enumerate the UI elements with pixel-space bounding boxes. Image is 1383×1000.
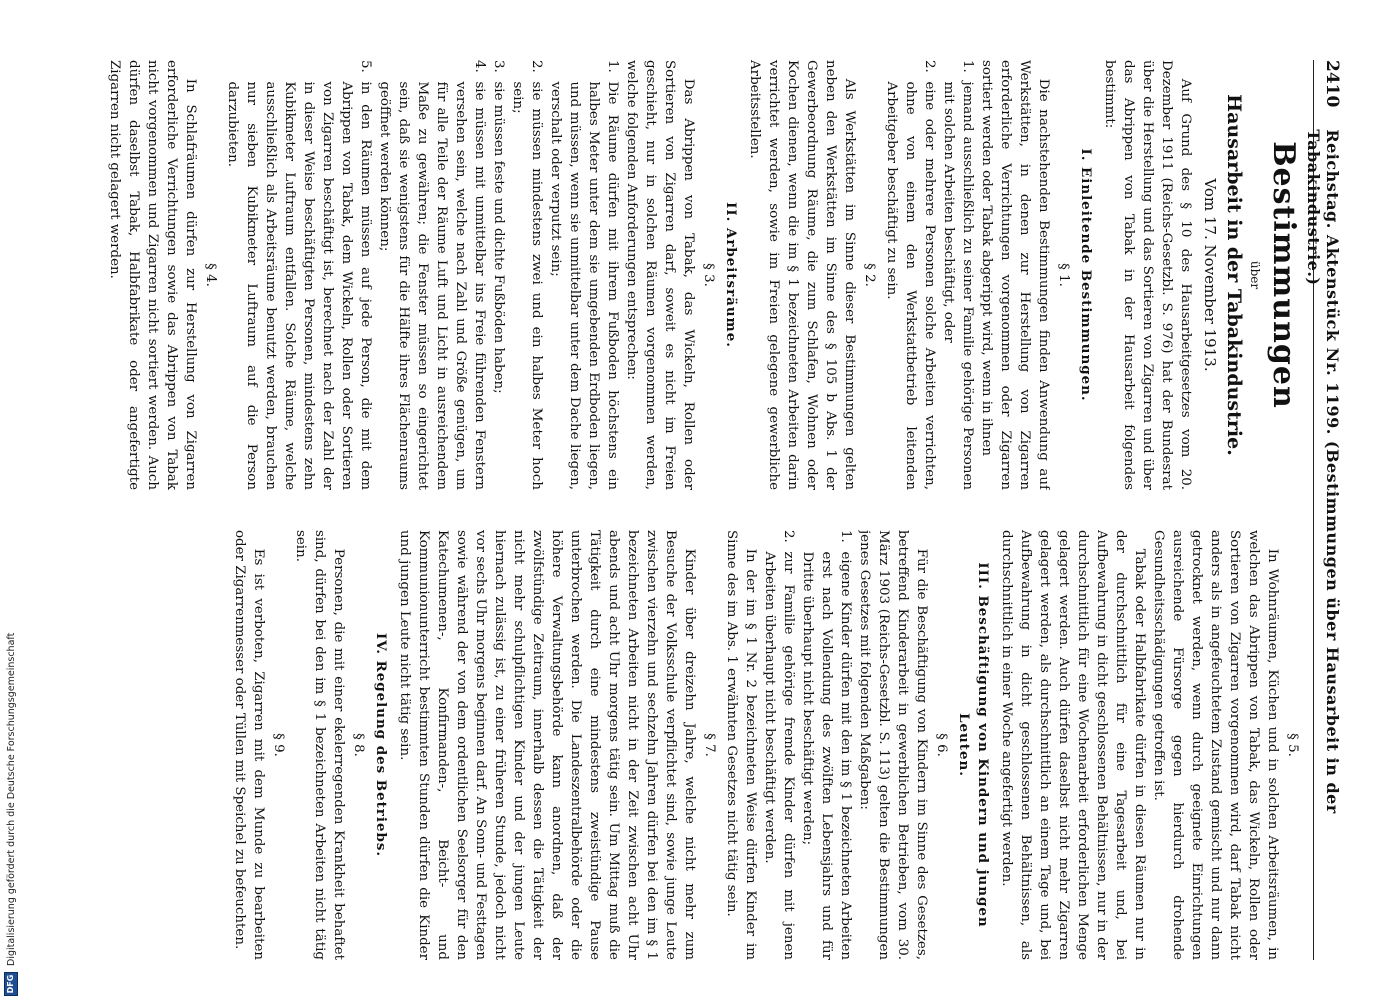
document-title: Bestimmungen — [1266, 141, 1301, 409]
paragraph-number: § 2. — [862, 263, 877, 287]
list-item-text: zur Familie gehörige fremde Kinder dürfen mit jenen Arbeiten überhaupt nicht beschäftigt werden. — [762, 551, 796, 960]
paragraph-text: In Wohnräumen, Küchen und in solchen Arbeitsräumen, in welchen das Abrippen von Tabak, das Wickeln, Rollen oder Sortieren von Zigarren vorgenommen wird, darf Tabak nicht anders als in angefeuchtetem Zustand gemischt und nur dann getrocknet werden, wenn durch geeignete Einrichtungen ausreichende Fürsorge gegen hierdurch drohende Gesundheitsschädigungen getroffen ist. — [1151, 530, 1280, 960]
paragraph-number: § 4. — [203, 263, 218, 287]
intro-paragraph: Auf Grund des § 10 des Hausarbeitgesetzes vom 20. Dezember 1911 (Reichs-Gesetzbl. S. 976) hat der Bundesrat über die Herstellung und das Sortieren von Zigarren und über das Abrippen von Tabak in der Hausarbeit folgendes bestimmt: — [1102, 60, 1193, 490]
column-right — [105, 530, 1305, 960]
digitization-credit — [4, 0, 18, 996]
paragraph-text: Die nachstehenden Bestimmungen finden Anwendung auf Werkstätten, in denen zur Herstellung von Zigarren erforderliche Verrichtungen vorgenommen oder Zigarren sortiert werden oder Tabak abgerippt wird, wenn in ihnen — [979, 60, 1051, 490]
list-item-text: eine oder mehrere Personen solche Arbeiten verrichten, ohne von einem den Werkstattbetrieb leitenden Arbeitgeber beschäftigt zu sein. — [884, 81, 937, 490]
paragraph-text: Personen, die mit einer ekelerregenden Krankheit behaftet sind, dürfen bei den im § 1 bezeichneten Arbeiten nicht tätig sein. — [293, 530, 346, 960]
paragraph-number: § 3. — [701, 263, 716, 287]
page-header — [1304, 60, 1342, 960]
paragraph-text: Das Abrippen von Tabak, das Wickeln, Rollen oder Sortieren von Zigarren darf, soweit es nicht im Freien geschieht, nur in solchen Räumen vorgenommen werden, welche folgenden Anforderungen entsprechen: — [624, 60, 696, 490]
section-heading-1: I. Einleitende Bestimmungen. — [1078, 148, 1094, 402]
section-heading-4: IV. Regelung des Betriebs. — [373, 632, 389, 858]
paragraph-text: Kinder über dreizehn Jahre, welche nicht mehr zum Besuche der Volksschule verpflichtet sind, sowie junge Leute zwischen vierzehn und sechzehn Jahren dürfen bei den im § 1 bezeichneten Arbeiten nicht in der Zeit zwischen acht Uhr abends und acht Uhr morgens tätig sein. Um Mittag muß die Tätigkeit durch eine mindestens zweistündige Pause unterbrochen werden. Die Landeszentralbehörde oder die höhere Verwaltungsbehörde kann anordnen, daß der zwölfstündige Zeitraum, innerhalb dessen die Tätigkeit der nicht mehr schulpflichtigen Kinder und der jungen Leute hiernach zulässig ist, zu einer früheren Stunde, jedoch nicht vor sechs Uhr morgens beginnen darf. An Sonn- und Festtagen sowie während der von dem ordentlichen Seelsorger für den Katechumenen-, Konfirmanden-, Beicht- und Kommunionunterricht bestimmten Stunden dürfen die Kinder und jungen Leute nicht tätig sein. — [397, 530, 697, 960]
list-item: 1. jemand ausschließlich zu seiner Familie gehörige Personen mit solchen Arbeiten beschäftigt, oder — [941, 60, 975, 490]
paragraph-number: § 7. — [702, 733, 717, 757]
dfg-logo-icon: DFG — [4, 972, 18, 996]
list-item-text: eigene Kinder dürfen mit den im § 1 bezeichneten Arbeiten erst nach Vollendung des zwölften Lebensjahrs und für Dritte überhaupt nicht beschäftigt werden; — [800, 551, 853, 960]
credit-text: Digitalisierung gefördert durch die Deutsche Forschungsgemeinschaft — [5, 632, 17, 966]
paragraph-number: § 8. — [351, 733, 366, 757]
list-item-text: sie müssen feste und dichte Fußböden haben; — [491, 81, 506, 394]
list-item: 4. sie müssen mit unmittelbar ins Freie führenden Fenstern versehen sein, welche nach Zahl und Größe genügen, um für alle Teile der Räume Luft und Licht in ausreichendem Maße zu gewähren; die Fenster müssen so eingerichtet sein, daß sie wenigstens für die Hälfte ihres Flächenraums geöffnet werden können; — [377, 60, 487, 490]
list-item: 5. in den Räumen müssen auf jede Person, die mit dem Abrippen von Tabak, dem Wickeln, Rollen oder Sortieren von Zigarren beschäftigt ist, berechnet nach der Zahl der in dieser Weise beschäftigten Personen, mindestens zehn Kubikmeter Luftraum entfallen. Solche Räume, welche ausschließlich als Arbeitsräume benutzt werden, brauchen nur sieben Kubikmeter Luftraum auf die Person darzubieten. — [225, 60, 373, 490]
paragraph-number: § 1. — [1056, 263, 1071, 287]
running-title: Reichstag. Aktenstück Nr. 1199. (Bestimmungen über Hausarbeit in der Tabakindustrie.) — [1304, 129, 1342, 814]
paragraph-text: Es ist verboten, Zigarren mit dem Munde zu bearbeiten oder Zigarrenmesser oder Tüllen mit Speichel zu befeuchten. — [232, 530, 266, 960]
paragraph-number: § 9. — [271, 733, 286, 757]
list-item: 1. eigene Kinder dürfen mit den im § 1 bezeichneten Arbeiten erst nach Vollendung des zwölften Lebensjahrs und für Dritte überhaupt nicht beschäftigt werden; — [800, 530, 853, 960]
column-left — [105, 60, 1305, 490]
paragraph-text: Für die Beschäftigung von Kindern im Sinne des Gesetzes, betreffend Kinderarbeit in gewerblichen Betrieben, vom 30. März 1903 (Reichs-Gesetzbl. S. 113) gelten die Bestimmungen jenes Gesetzes mit folgenden Maßgaben: — [857, 530, 929, 960]
section-heading-2: II. Arbeitsräume. — [723, 202, 739, 348]
list-item-text: in den Räumen müssen auf jede Person, die mit dem Abrippen von Tabak, dem Wickeln, Rollen oder Sortieren von Zigarren beschäftigt ist, berechnet nach der Zahl der in dieser Weise beschäftigten Personen, mindestens zehn Kubikmeter Luftraum entfallen. Solche Räume, welche ausschließlich als Arbeitsräume benutzt werden, brauchen nur sieben Kubikmeter Luftraum auf die Person darzubieten. — [225, 81, 373, 490]
paragraph-text: In der im § 1 Nr. 2 bezeichneten Weise dürfen Kinder im Sinne des im Abs. 1 erwähnten Gesetzes nicht tätig sein. — [724, 530, 758, 960]
paragraph-number: § 6. — [934, 733, 949, 757]
list-item: 1. Die Räume dürfen mit ihrem Fußboden höchstens ein halbes Meter unter dem sie umgebenden Erdboden liegen, und müssen, wenn sie unmittelbar unter dem Dache liegen, verschalt oder verputzt sein; — [548, 60, 620, 490]
document-date: Vom 17. November 1913. — [1201, 178, 1219, 372]
paragraph-number: § 5. — [1285, 733, 1300, 757]
list-item-text: jemand ausschließlich zu seiner Familie gehörige Personen mit solchen Arbeiten beschäftigt, oder — [941, 81, 975, 490]
paragraph-text: Als Werkstätten im Sinne dieser Bestimmungen gelten neben den Werkstätten im Sinne des § 105 b Abs. 1 der Gewerbeordnung Räume, die zum Schlafen, Wohnen oder Kochen dienen, wenn die im § 1 bezeichneten Arbeiten darin verrichtet werden, sowie im Freien gelegene gewerbliche Arbeitsstellen. — [747, 60, 857, 490]
section-heading-3: III. Beschäftigung von Kindern und jungen Leuten. — [956, 562, 991, 928]
list-item-text: Die Räume dürfen mit ihrem Fußboden höchstens ein halbes Meter unter dem sie umgebenden Erdboden liegen, und müssen, wenn sie unmittelbar unter dem Dache liegen, verschalt oder verputzt sein; — [548, 81, 620, 490]
list-item: 2. sie müssen mindestens zwei und ein halbes Meter hoch sein; — [510, 60, 544, 490]
list-item-text: sie müssen mindestens zwei und ein halbes Meter hoch sein; — [510, 81, 544, 490]
paragraph-text: In Schlafräumen dürfen zur Herstellung von Zigarren erforderliche Verrichtungen sowie das Abrippen von Tabak nicht vorgenommen und Zigarren nicht sortiert werden. Auch dürfen daselbst Tabak, Halbfabrikate oder angefertigte Zigarren nicht gelagert werden. — [107, 60, 198, 490]
document-page — [52, 60, 1342, 960]
page-number: 2410 — [1322, 60, 1342, 108]
list-item: 3. sie müssen feste und dichte Fußböden haben; — [491, 60, 506, 394]
list-item-text: sie müssen mit unmittelbar ins Freie führenden Fenstern versehen sein, welche nach Zahl und Größe genügen, um für alle Teile der Räume Luft und Licht in ausreichendem Maße zu gewähren; die Fenster müssen so eingerichtet sein, daß sie wenigstens für die Hälfte ihres Flächenraums geöffnet werden können; — [377, 81, 487, 490]
paragraph-text: Tabak oder Halbfabrikate dürfen in diesen Räumen nur in der durchschnittlich für eine Tagesarbeit und, bei Aufbewahrung in dicht geschlossenen Behältnissen, nur in der durchschnittlich für eine Wochenarbeit erforderlichen Menge gelagert werden. Auch dürfen daselbst nicht mehr Zigarren gelagert werden, als durchschnittlich an einem Tage und, bei Aufbewahrung in dicht geschlossenen Behältnissen, als durchschnittlich in einer Woche angefertigt werden. — [999, 530, 1147, 960]
document-subtitle: Hausarbeit in der Tabakindustrie. — [1223, 94, 1245, 456]
list-item: 2. eine oder mehrere Personen solche Arbeiten verrichten, ohne von einem den Werkstattbetrieb leitenden Arbeitgeber beschäftigt zu sein. — [884, 60, 937, 490]
title-connector: über — [1248, 260, 1262, 290]
list-item: 2. zur Familie gehörige fremde Kinder dürfen mit jenen Arbeiten überhaupt nicht beschäftigt werden. — [762, 530, 796, 960]
